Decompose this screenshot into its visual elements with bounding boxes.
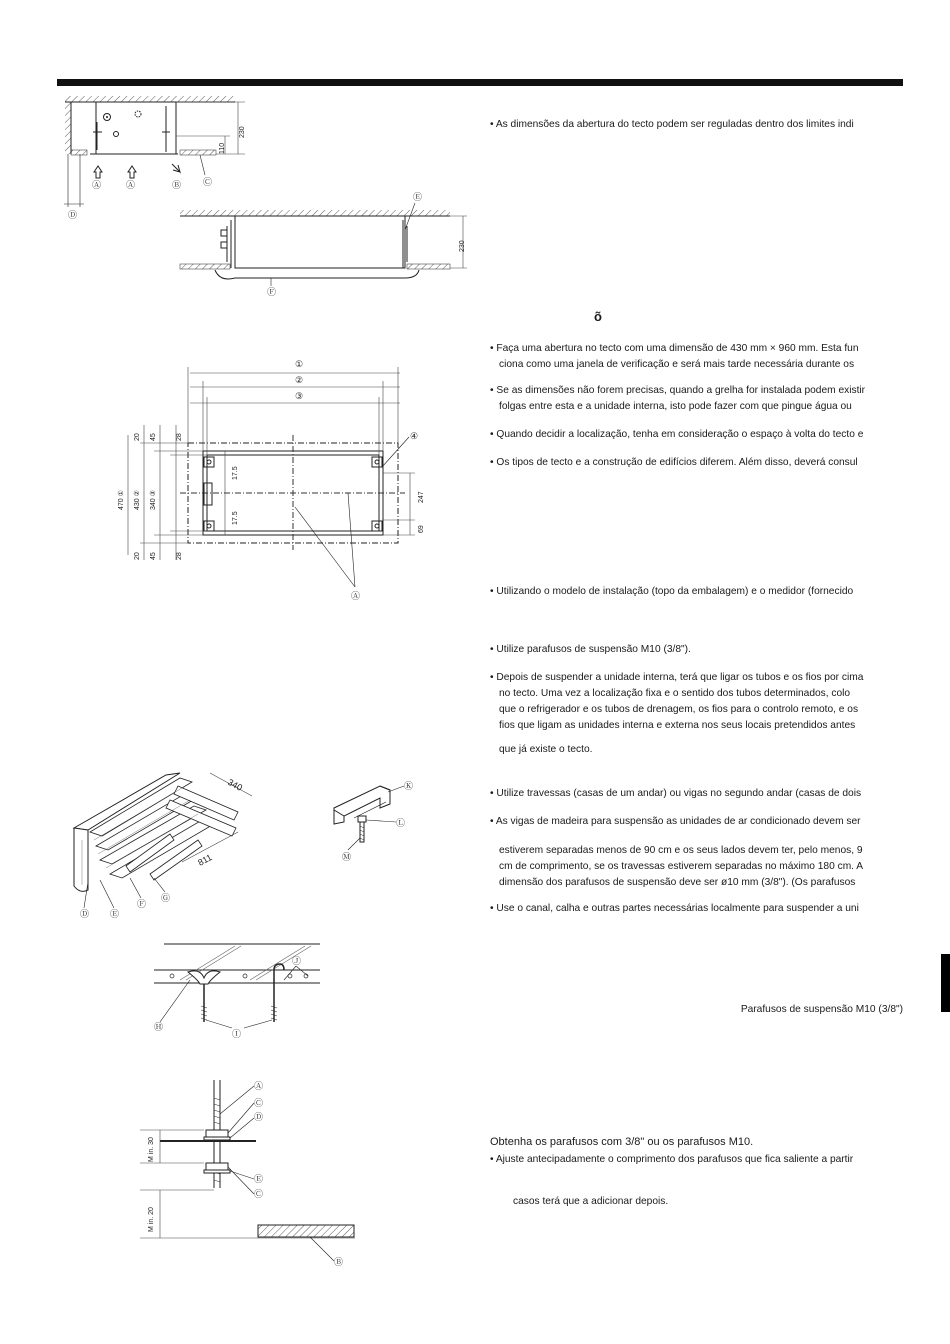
- label-D: Ⓓ: [80, 909, 90, 919]
- dim-110: 110: [219, 142, 226, 154]
- paragraph-location-space: • Quando decidir a localização, tenha em consideração o espaço à volta do tecto e: [490, 429, 864, 440]
- label-D: Ⓓ: [254, 1112, 264, 1122]
- dim-811: 811: [196, 852, 214, 868]
- dim-230: 230: [459, 240, 466, 252]
- label-C: Ⓒ: [203, 177, 213, 187]
- label-4: ④: [410, 431, 419, 441]
- top-dim-1: ①: [295, 359, 304, 369]
- paragraph-opening-size: • Faça uma abertura no tecto com uma dimensão de 430 mm × 960 mm. Esta fun ciona como uma janela de verificação e será mais tarde necessária durante os: [490, 343, 859, 370]
- label-B: Ⓑ: [172, 180, 182, 190]
- dim-45-top: 45: [150, 433, 157, 441]
- label-H: Ⓗ: [154, 1022, 164, 1032]
- dim-20-top: 20: [134, 433, 141, 441]
- paragraph-ceiling-types: • Os tipos de tecto e a construção de edifícios diferem. Além disso, deverá consul: [490, 457, 858, 468]
- figure-unit-front-view: [175, 190, 475, 300]
- label-D: Ⓓ: [68, 210, 78, 220]
- dim-470: 470 ①: [118, 490, 125, 510]
- top-dim-3: ③: [295, 391, 304, 401]
- paragraph-m10-bolts: • Utilize parafusos de suspensão M10 (3/8").: [490, 644, 691, 655]
- figure-channel-bracket: [330, 778, 420, 868]
- label-F: Ⓕ: [267, 287, 277, 297]
- label-A1: Ⓐ: [92, 180, 102, 190]
- top-rule: [57, 79, 903, 86]
- label-M: Ⓜ: [342, 852, 352, 862]
- dim-69: 69: [418, 525, 425, 533]
- dim-45-bottom: 45: [150, 552, 157, 560]
- label-J: Ⓙ: [292, 956, 302, 966]
- label-F: Ⓕ: [137, 899, 147, 909]
- label-A: Ⓐ: [351, 591, 361, 601]
- paragraph-channel-rail: • Use o canal, calha e outras partes necessárias localmente para suspender a uni: [490, 903, 859, 914]
- label-B: Ⓑ: [334, 1257, 344, 1267]
- paragraph-dimensions-precise: • Se as dimensões não forem precisas, quando a grelha for instalada podem existir folgas entre esta e a unidade interna, isto pode fazer com que pingue água ou: [490, 385, 866, 412]
- figure-wooden-beams: [70, 770, 270, 925]
- dim-340: 340: [226, 776, 245, 793]
- label-C1: Ⓒ: [254, 1098, 264, 1108]
- paragraph-beam-spacing: estiverem separadas menos de 90 cm e os seus lados devem ter, pelo menos, 9 cm de comprimento, se os travessas estiverem separadas no máximo 180 cm. A dimensão dos parafusos de suspensão deve ser ø10 mm (3/8"). (Os parafusos: [499, 845, 864, 888]
- dim-28-top: 28: [176, 433, 183, 441]
- dim-430: 430 ②: [134, 490, 141, 510]
- top-dim-2: ②: [295, 375, 304, 385]
- paragraph-installation-template: • Utilizando o modelo de instalação (topo da embalagem) e o medidor (fornecido: [490, 586, 854, 597]
- label-E: Ⓔ: [413, 192, 423, 202]
- dim-247: 247: [418, 491, 425, 503]
- paragraph-beams: • Utilize travessas (casas de um andar) ou vigas no segundo andar (casas de dois: [490, 788, 862, 799]
- dim-20-bottom: 20: [134, 552, 141, 560]
- dim-340: 340 ③: [150, 490, 157, 510]
- label-G: Ⓖ: [161, 893, 171, 903]
- paragraph-obtain-bolts: Obtenha os parafusos com 3/8" ou os parafusos M10.: [490, 1136, 754, 1148]
- paragraph-pipes-wires: • Depois de suspender a unidade interna, terá que ligar os tubos e os fios por cima no tecto. Uma vez a localização fixa e o sentido dos tubos determinados, colo que o refrigerador e os tubos de drenagem, os fios para o controlo remoto, e os fios que ligam as unidades interna e externa nos seus locais pretendidos antes: [490, 672, 864, 731]
- dim-28-bottom: 28: [176, 552, 183, 560]
- figure-suspension-bolt: [140, 1078, 370, 1278]
- dim-min-30: M in. 30: [148, 1137, 155, 1162]
- paragraph-add-later: casos terá que a adicionar depois.: [513, 1196, 669, 1207]
- dim-17-5-bottom: 17.5: [232, 511, 239, 525]
- figure-ceiling-opening-plan: [110, 355, 440, 605]
- language-side-tab: [927, 954, 950, 1012]
- label-E: Ⓔ: [254, 1174, 264, 1184]
- side-tab-label: P: [927, 972, 935, 984]
- dim-min-20: M in. 20: [148, 1207, 155, 1232]
- section-heading: õ: [594, 309, 602, 324]
- label-E: Ⓔ: [110, 909, 120, 919]
- paragraph-adjust-bolt-length: • Ajuste antecipadamente o comprimento dos parafusos que fica saliente a partir: [490, 1154, 854, 1165]
- paragraph-ceiling-opening-limits: • As dimensões da abertura do tecto podem ser reguladas dentro dos limites indi: [490, 119, 854, 130]
- label-A2: Ⓐ: [126, 180, 136, 190]
- label-C2: Ⓒ: [254, 1189, 264, 1199]
- label-I: Ⓘ: [232, 1029, 242, 1039]
- caption-suspension-bolts: Parafusos de suspensão M10 (3/8"): [740, 1004, 903, 1015]
- label-K: Ⓚ: [404, 781, 414, 791]
- label-A: Ⓐ: [254, 1081, 264, 1091]
- label-L: Ⓛ: [396, 818, 406, 828]
- dim-230: 230: [239, 126, 246, 138]
- figure-concrete-anchors: [150, 940, 330, 1040]
- paragraph-wooden-beams: • As vigas de madeira para suspensão as unidades de ar condicionado devem ser: [490, 816, 861, 827]
- dim-17-5-top: 17.5: [232, 466, 239, 480]
- paragraph-existing-ceiling: que já existe o tecto.: [499, 744, 593, 755]
